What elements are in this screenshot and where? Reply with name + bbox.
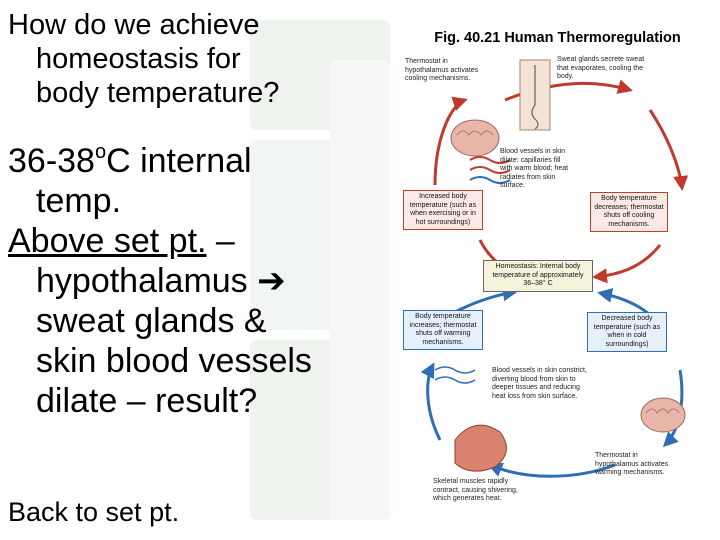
skin-line: skin blood vessels [36, 342, 312, 380]
hypothalamus-label: hypothalamus [36, 262, 258, 300]
muscle-icon [455, 425, 506, 471]
dash: – [206, 222, 235, 260]
temp-label: temp. [36, 182, 122, 220]
question-line: How do we achieve [8, 9, 260, 41]
slide-question [8, 8, 388, 110]
figure-title: Fig. 40.21 Human Thermoregulation [434, 30, 681, 46]
warm-arrow [650, 110, 682, 188]
arrow-icon: ➔ [257, 262, 286, 300]
cool-arrow [455, 292, 515, 312]
blood-vessel-icon [435, 367, 475, 383]
back-to-set-point: Back to set pt. [8, 497, 180, 527]
question-line: body temperature? [36, 77, 280, 109]
blood-vessels-dilate-label: Blood vessels in skin dilate: capillaries fill with warm blood; heat radiates from skin surface. [500, 148, 569, 190]
hypothalamus-line [8, 261, 388, 301]
degree-sup: o [94, 141, 107, 163]
range-suffix: C internal [106, 142, 252, 180]
thermoregulation-diagram [395, 20, 720, 540]
above-set-point [8, 221, 388, 261]
body-temp-decreases-box: Body temperature decreases; thermostat shuts off cooling mechanisms. [590, 192, 668, 232]
slide-text [8, 8, 388, 421]
brain-icon [451, 120, 499, 156]
body-temp-increases-box: Body temperature increases; thermostat shuts off warming mechanisms. [403, 310, 483, 350]
homeostasis-box: Homeostasis: Internal body temperature of approximately 36–38° C [483, 260, 593, 292]
range-value: 36-38 [8, 142, 95, 180]
blood-vessels-constrict-label: Blood vessels in skin constrict, diverting blood from skin to deeper tissues and reducing heat loss from skin surface. [492, 367, 587, 400]
dilate-line: dilate – result? [36, 382, 258, 420]
cool-arrow [428, 365, 440, 440]
thermostat-cooling-label: Thermostat in hypothalamus activates cooling mechanisms. [405, 58, 479, 83]
question-line: homeostasis for [36, 43, 241, 75]
sweat-glands-label: Sweat glands secrete sweat that evaporates, cooling the body. [557, 56, 645, 81]
temperature-range [8, 132, 388, 181]
sweat-line: sweat glands & [36, 302, 267, 340]
thermostat-warming-label: Thermostat in hypothalamus activates warming mechanisms. [595, 452, 669, 477]
skeletal-muscles-label: Skeletal muscles rapidly contract, causing shivering, which generates heat. [433, 478, 518, 503]
increased-temp-box: Increased body temperature (such as when exercising or in hot surroundings) [403, 190, 483, 230]
warm-arrow [595, 245, 660, 277]
brain-icon [641, 398, 685, 432]
decreased-temp-box: Decreased body temperature (such as when in cold surroundings) [587, 312, 667, 352]
above-set-label: Above set pt. [8, 222, 207, 260]
